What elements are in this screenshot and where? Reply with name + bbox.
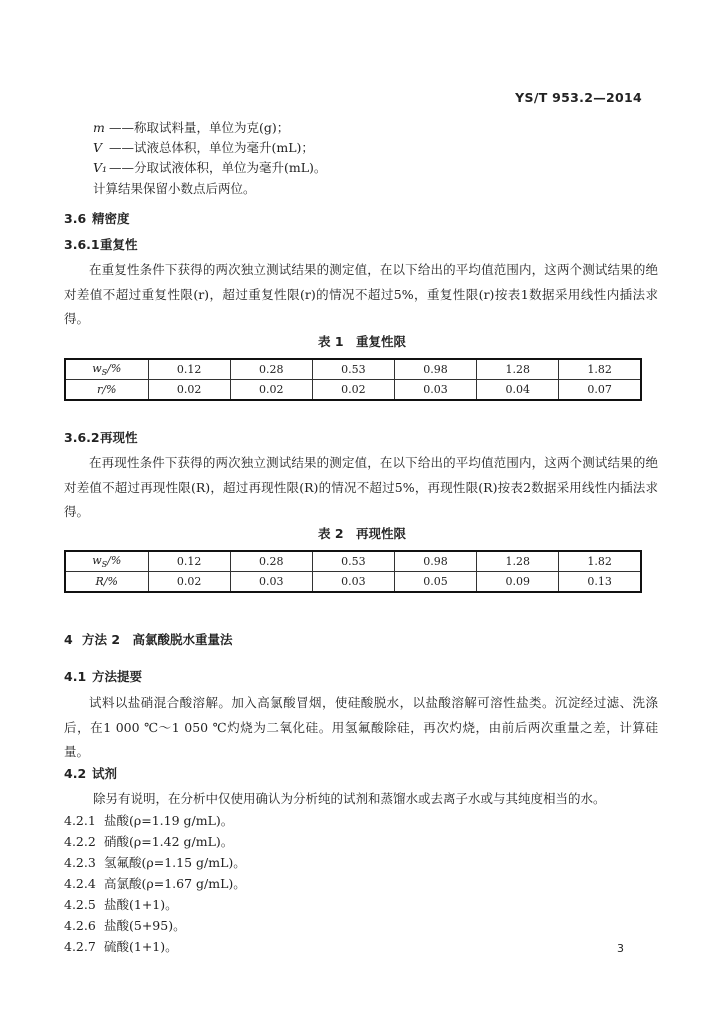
table-cell: 0.12 — [148, 359, 230, 380]
table-cell: 0.02 — [230, 380, 312, 401]
table-cell: 0.02 — [148, 572, 230, 593]
table-row — [65, 551, 641, 572]
reagent-text: 硫酸(1+1)。 — [104, 939, 178, 954]
table-cell: 0.02 — [148, 380, 230, 401]
reagent-text: 盐酸(5+95)。 — [104, 918, 186, 933]
table-cell: 0.07 — [559, 380, 641, 401]
reagent-text: 硝酸(ρ=1.42 g/mL)。 — [104, 834, 234, 849]
section-heading-3-6-1 — [64, 237, 138, 253]
table-cell: 1.82 — [559, 359, 641, 380]
reagent-item — [64, 897, 178, 913]
table-reproducibility — [64, 550, 642, 593]
table-cell: 0.98 — [394, 551, 476, 572]
section-number: 4.1 — [64, 669, 87, 684]
table-cell: 1.82 — [559, 551, 641, 572]
table1-caption: 表 1 重复性限 — [317, 334, 407, 349]
section-title: 方法提要 — [92, 669, 143, 684]
variable-symbol: V₁ — [93, 160, 108, 175]
reagent-number: 4.2.3 — [64, 855, 96, 870]
table-cell: 0.53 — [312, 551, 394, 572]
table-cell: 0.03 — [312, 572, 394, 593]
variable-symbol: V — [93, 140, 103, 155]
variable-definition — [93, 140, 314, 156]
table2-caption: 表 2 再现性限 — [317, 526, 407, 541]
reagent-item — [64, 918, 186, 934]
table-cell: 0.09 — [477, 572, 559, 593]
variable-definition — [93, 120, 289, 136]
table-cell: 0.53 — [312, 359, 394, 380]
reagents-intro: 除另有说明，在分析中仅使用确认为分析纯的试剂和蒸馏水或去离子水或与其纯度相当的水。 — [93, 791, 606, 806]
reagent-number: 4.2.1 — [64, 813, 96, 828]
table-cell: 0.02 — [312, 380, 394, 401]
reagent-text: 盐酸(ρ=1.19 g/mL)。 — [104, 813, 234, 828]
table-cell: 1.28 — [477, 551, 559, 572]
section-heading-4 — [64, 632, 233, 648]
section-number: 4.2 — [64, 766, 87, 781]
table-cell: 0.98 — [394, 359, 476, 380]
section-title: 精密度 — [92, 211, 130, 226]
reagent-item — [64, 855, 246, 871]
section-heading-3-6-2 — [64, 430, 138, 446]
repeatability-paragraph: 在重复性条件下获得的两次独立测试结果的测定值，在以下给出的平均值范围内，这两个测试结果的绝对差值不超过重复性限(r)，超过重复性限(r)的情况不超过5%，重复性限(r)按表1数据采用线性内插法求得。 — [64, 262, 658, 326]
section-number: 4 — [64, 632, 73, 647]
table-cell: 0.12 — [148, 551, 230, 572]
variable-text: ——称取试料量，单位为克(g)； — [109, 120, 290, 135]
section-number: 3.6 — [64, 211, 87, 226]
table-cell: 0.03 — [394, 380, 476, 401]
table-header-cell: R/% — [65, 572, 148, 593]
page-number: 3 — [617, 942, 624, 955]
reagent-item — [64, 834, 233, 850]
method-summary-paragraph: 试料以盐硝混合酸溶解。加入高氯酸冒烟，使硅酸脱水，以盐酸溶解可溶性盐类。沉淀经过滤、洗涤后，在1 000 ℃～1 050 ℃灼烧为二氧化硅。用氢氟酸除硅，再次灼烧，由前后两次重量之差，计算硅量。 — [64, 695, 658, 759]
subscript: S — [101, 560, 108, 570]
table-cell: 0.13 — [559, 572, 641, 593]
variable-definition — [93, 160, 326, 176]
variable-symbol: m — [93, 120, 105, 135]
section-heading-3-6 — [64, 211, 130, 227]
reagent-number: 4.2.6 — [64, 918, 96, 933]
reagent-text: 盐酸(1+1)。 — [104, 897, 178, 912]
reagent-number: 4.2.5 — [64, 897, 96, 912]
standard-number: YS/T 953.2—2014 — [515, 90, 642, 105]
section-title: 方法 2 高氯酸脱水重量法 — [82, 632, 233, 647]
reagent-text: 高氯酸(ρ=1.67 g/mL)。 — [104, 876, 246, 891]
reagent-number: 4.2.7 — [64, 939, 96, 954]
section-number: 3.6.2 — [64, 430, 100, 445]
section-heading-4-2 — [64, 766, 117, 782]
table-cell: 0.28 — [230, 551, 312, 572]
table-header-cell: r/% — [65, 380, 148, 401]
table-row — [65, 380, 641, 401]
table-row — [65, 359, 641, 380]
section-number: 3.6.1 — [64, 237, 100, 252]
table-cell: 0.04 — [477, 380, 559, 401]
table-cell: 0.03 — [230, 572, 312, 593]
table-cell: 1.28 — [477, 359, 559, 380]
section-title: 试剂 — [92, 766, 118, 781]
variable-text: ——分取试液体积，单位为毫升(mL)。 — [109, 160, 327, 175]
table-cell: 0.28 — [230, 359, 312, 380]
reagent-item — [64, 813, 233, 829]
table-repeatability — [64, 358, 642, 401]
section-title: 再现性 — [100, 430, 138, 445]
reagent-item — [64, 939, 178, 955]
reagent-text: 氢氟酸(ρ=1.15 g/mL)。 — [104, 855, 246, 870]
table-cell: 0.05 — [394, 572, 476, 593]
reagent-number: 4.2.4 — [64, 876, 96, 891]
reagent-item — [64, 876, 246, 892]
variable-text: ——试液总体积，单位为毫升(mL)； — [109, 140, 314, 155]
reproducibility-paragraph: 在再现性条件下获得的两次独立测试结果的测定值，在以下给出的平均值范围内，这两个测试结果的绝对差值不超过再现性限(R)，超过再现性限(R)的情况不超过5%，再现性限(R)按表2数据采用线性内插法求得。 — [64, 455, 658, 519]
section-heading-4-1 — [64, 669, 142, 685]
table-header-cell: $w_S/\%$ — [65, 551, 148, 572]
table-header-cell: $w_S/\%$ — [65, 359, 148, 380]
reagent-number: 4.2.2 — [64, 834, 96, 849]
section-title: 重复性 — [100, 237, 138, 252]
subscript: S — [101, 368, 108, 378]
table-row — [65, 572, 641, 593]
rounding-note: 计算结果保留小数点后两位。 — [93, 181, 256, 196]
